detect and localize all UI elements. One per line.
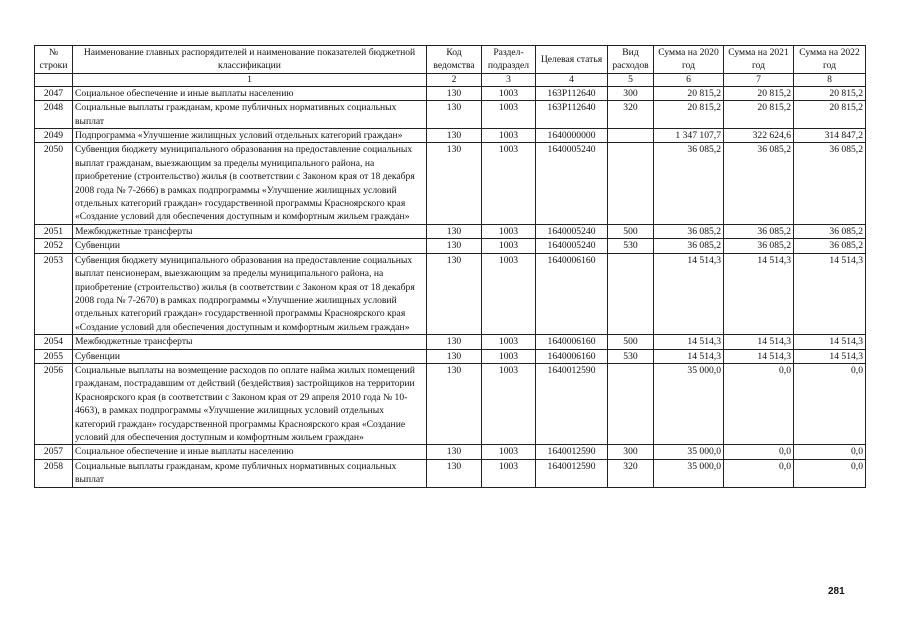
header-exp-type: Вид расходов (608, 46, 654, 74)
row-name: Подпрограмма «Улучшение жилищных условий отдельных категорий граждан» (73, 129, 427, 143)
row-expense-type: 530 (608, 349, 654, 363)
column-number: 5 (608, 73, 654, 86)
row-name: Социальные выплаты гражданам, кроме публичных нормативных социальных выплат (73, 101, 427, 129)
row-dept-code: 130 (427, 224, 482, 238)
row-sum-2021: 36 085,2 (724, 143, 794, 224)
row-sum-2020: 20 815,2 (654, 101, 724, 129)
row-target-code: 1640006160 (536, 335, 608, 349)
row-name: Субвенции (73, 349, 427, 363)
column-number: 7 (724, 73, 794, 86)
row-target-code: 1640012590 (536, 363, 608, 444)
column-number: 6 (654, 73, 724, 86)
row-name: Субвенция бюджету муниципального образования на предоставление социальных выплат гражданам, выезжающим за пределы муниципального района, на приобретение (строительство) жилья (в соответствии с Законом края от 18 декабря 2008 года № 7-2666) в рамках подпрограммы «Улучшение жилищных условий отдельных категорий граждан» государственной программы Красноярского края «Создание условий для обеспечения доступным и комфортным жильем граждан» (73, 143, 427, 224)
table-row (35, 363, 866, 444)
row-expense-type: 300 (608, 86, 654, 100)
row-sum-2021: 322 624,6 (724, 129, 794, 143)
header-sum-2021: Сумма на 2021 год (724, 46, 794, 74)
row-sum-2021: 0,0 (724, 363, 794, 444)
row-target-code: 163Р112640 (536, 86, 608, 100)
row-sum-2022: 14 514,3 (794, 349, 866, 363)
table-row (35, 253, 866, 334)
table-row (35, 349, 866, 363)
row-sum-2021: 0,0 (724, 459, 794, 487)
row-number: 2058 (35, 459, 73, 487)
row-sum-2021: 0,0 (724, 445, 794, 459)
column-number (35, 73, 73, 86)
row-sum-2020: 20 815,2 (654, 86, 724, 100)
row-sum-2021: 14 514,3 (724, 349, 794, 363)
header-row-no: № строки (35, 46, 73, 74)
row-section-code: 1003 (482, 445, 536, 459)
row-number: 2050 (35, 143, 73, 224)
table-row (35, 335, 866, 349)
row-name: Социальные выплаты на возмещение расходов по оплате найма жилых помещений гражданам, пострадавшим от действий (бездействия) застройщиков на территории Красноярского края (в соответствии с Законом края от 29 апреля 2010 года № 10-4663), в рамках подпрограммы «Улучшение жилищных условий отдельных категорий граждан» государственной программы Красноярского края «Создание условий для обеспечения доступным и комфортным жильем граждан» (73, 363, 427, 444)
table-row (35, 224, 866, 238)
row-expense-type: 500 (608, 335, 654, 349)
row-section-code: 1003 (482, 253, 536, 334)
row-section-code: 1003 (482, 86, 536, 100)
row-expense-type: 320 (608, 101, 654, 129)
row-number: 2047 (35, 86, 73, 100)
row-expense-type: 530 (608, 239, 654, 253)
row-dept-code: 130 (427, 349, 482, 363)
row-sum-2020: 36 085,2 (654, 143, 724, 224)
row-sum-2022: 36 085,2 (794, 239, 866, 253)
row-sum-2022: 20 815,2 (794, 101, 866, 129)
column-number-row (35, 73, 866, 86)
row-target-code: 1640005240 (536, 224, 608, 238)
table-row (35, 459, 866, 487)
row-target-code: 1640005240 (536, 143, 608, 224)
row-section-code: 1003 (482, 335, 536, 349)
header-sum-2022: Сумма на 2022 год (794, 46, 866, 74)
row-number: 2057 (35, 445, 73, 459)
row-number: 2052 (35, 239, 73, 253)
table-row (35, 239, 866, 253)
row-section-code: 1003 (482, 129, 536, 143)
row-sum-2020: 35 000,0 (654, 459, 724, 487)
row-target-code: 163Р112640 (536, 101, 608, 129)
row-name: Субвенция бюджету муниципального образования на предоставление социальных выплат пенсионерам, выезжающим за пределы муниципального района, на приобретение (строительство) жилья (в соответствии с Законом края от 18 декабря 2008 года № 7-2670) в рамках подпрограммы «Улучшение жилищных условий отдельных категорий граждан» государственной программы Красноярского края «Создание условий для обеспечения доступным и комфортным жильем граждан» (73, 253, 427, 334)
column-number: 8 (794, 73, 866, 86)
header-target: Целевая статья (536, 46, 608, 74)
table-row (35, 143, 866, 224)
row-name: Межбюджетные трансферты (73, 224, 427, 238)
row-sum-2020: 35 000,0 (654, 445, 724, 459)
row-section-code: 1003 (482, 363, 536, 444)
row-dept-code: 130 (427, 253, 482, 334)
row-name: Субвенции (73, 239, 427, 253)
row-sum-2020: 36 085,2 (654, 239, 724, 253)
row-target-code: 1640006160 (536, 253, 608, 334)
row-expense-type (608, 363, 654, 444)
row-target-code: 1640005240 (536, 239, 608, 253)
row-section-code: 1003 (482, 224, 536, 238)
row-expense-type: 300 (608, 445, 654, 459)
row-sum-2022: 14 514,3 (794, 253, 866, 334)
row-number: 2051 (35, 224, 73, 238)
row-name: Социальное обеспечение и иные выплаты населению (73, 445, 427, 459)
column-number: 2 (427, 73, 482, 86)
budget-table (34, 45, 866, 488)
row-sum-2020: 35 000,0 (654, 363, 724, 444)
row-number: 2055 (35, 349, 73, 363)
table-row (35, 445, 866, 459)
row-sum-2021: 14 514,3 (724, 335, 794, 349)
row-expense-type: 500 (608, 224, 654, 238)
row-sum-2020: 1 347 107,7 (654, 129, 724, 143)
row-dept-code: 130 (427, 129, 482, 143)
row-sum-2021: 14 514,3 (724, 253, 794, 334)
row-sum-2020: 14 514,3 (654, 253, 724, 334)
row-sum-2022: 0,0 (794, 445, 866, 459)
row-target-code: 1640012590 (536, 459, 608, 487)
row-number: 2048 (35, 101, 73, 129)
row-section-code: 1003 (482, 459, 536, 487)
row-sum-2022: 0,0 (794, 459, 866, 487)
row-sum-2022: 36 085,2 (794, 143, 866, 224)
row-section-code: 1003 (482, 349, 536, 363)
row-target-code: 1640012590 (536, 445, 608, 459)
row-dept-code: 130 (427, 445, 482, 459)
header-section: Раздел-подраздел (482, 46, 536, 74)
row-expense-type (608, 253, 654, 334)
row-target-code: 1640000000 (536, 129, 608, 143)
row-number: 2056 (35, 363, 73, 444)
row-target-code: 1640006160 (536, 349, 608, 363)
row-dept-code: 130 (427, 459, 482, 487)
row-dept-code: 130 (427, 101, 482, 129)
row-sum-2021: 20 815,2 (724, 101, 794, 129)
row-sum-2020: 14 514,3 (654, 335, 724, 349)
row-sum-2022: 0,0 (794, 363, 866, 444)
header-name: Наименование главных распорядителей и наименование показателей бюджетной классификации (73, 46, 427, 74)
row-sum-2022: 314 847,2 (794, 129, 866, 143)
row-number: 2049 (35, 129, 73, 143)
row-number: 2054 (35, 335, 73, 349)
column-number: 3 (482, 73, 536, 86)
table-body (35, 86, 866, 487)
row-name: Социальное обеспечение и иные выплаты населению (73, 86, 427, 100)
column-number: 4 (536, 73, 608, 86)
row-dept-code: 130 (427, 239, 482, 253)
row-sum-2022: 20 815,2 (794, 86, 866, 100)
header-sum-2020: Сумма на 2020 год (654, 46, 724, 74)
row-expense-type (608, 143, 654, 224)
row-name: Социальные выплаты гражданам, кроме публичных нормативных социальных выплат (73, 459, 427, 487)
header-dept: Код ведомства (427, 46, 482, 74)
row-sum-2020: 14 514,3 (654, 349, 724, 363)
header-row (35, 46, 866, 74)
row-dept-code: 130 (427, 86, 482, 100)
row-sum-2022: 14 514,3 (794, 335, 866, 349)
row-section-code: 1003 (482, 143, 536, 224)
row-sum-2021: 36 085,2 (724, 224, 794, 238)
row-sum-2021: 36 085,2 (724, 239, 794, 253)
row-name: Межбюджетные трансферты (73, 335, 427, 349)
table-row (35, 86, 866, 100)
row-expense-type: 320 (608, 459, 654, 487)
row-sum-2022: 36 085,2 (794, 224, 866, 238)
page-number: 281 (828, 586, 845, 597)
row-dept-code: 130 (427, 363, 482, 444)
row-dept-code: 130 (427, 143, 482, 224)
table-row (35, 129, 866, 143)
row-section-code: 1003 (482, 239, 536, 253)
row-expense-type (608, 129, 654, 143)
row-sum-2020: 36 085,2 (654, 224, 724, 238)
row-sum-2021: 20 815,2 (724, 86, 794, 100)
column-number: 1 (73, 73, 427, 86)
row-section-code: 1003 (482, 101, 536, 129)
row-dept-code: 130 (427, 335, 482, 349)
row-number: 2053 (35, 253, 73, 334)
table-row (35, 101, 866, 129)
